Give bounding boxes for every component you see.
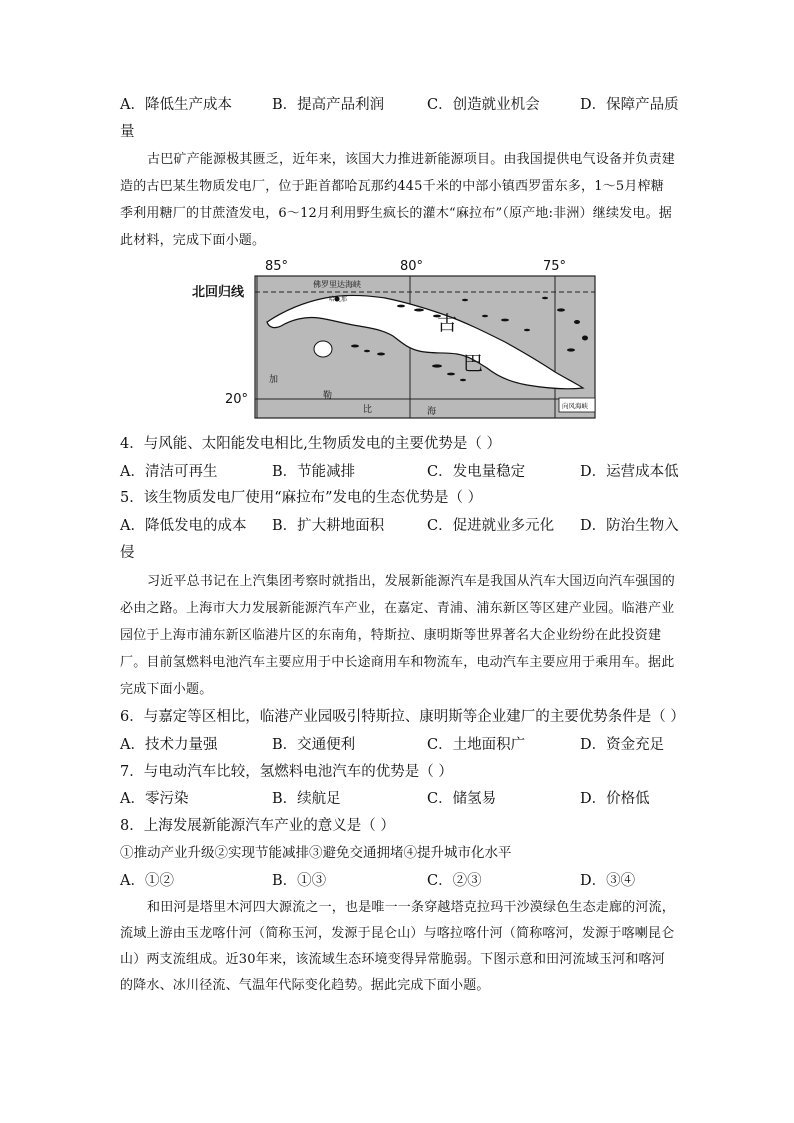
sea-char-3: 比 (363, 405, 373, 415)
passage-shanghai: 习近平总书记在上汽集团考察时就指出，发展新能源汽车是我国从汽车大国迈向汽车强国的必由之路。上海市大力发展新能源汽车产业，在嘉定、青浦、浦东新区等区建产业园。临港产业园位于上海市浦东新区临港片区的东南角，特斯拉、康明斯等世界著名大企业纷纷在此投资建厂。目前氢燃料电池汽车主要应用于中长途商用车和物流车，电动汽车主要应用于乘用车。据此完成下面小题。 (120, 574, 676, 697)
q5-option-b: B．扩大耕地面积 (272, 518, 385, 534)
q3-option-c: C．创造就业机会 (427, 97, 540, 113)
q6-stem: 6．与嘉定等区相比，临港产业园吸引特斯拉、康明斯等企业建厂的主要优势条件是（ ） (120, 709, 685, 725)
q6-option-a: A．技术力量强 (120, 737, 218, 753)
q8-option-b: B．①③ (272, 873, 327, 889)
city-label: 哈瓦那 (329, 296, 348, 303)
sea-char-2: 勒 (323, 391, 333, 401)
strait-label: 佛罗里达海峡 (313, 280, 361, 289)
sea-char-4: 海 (427, 407, 437, 417)
lat-label-20: 20° (225, 392, 249, 407)
country-char-1: 古 (437, 311, 457, 335)
country-char-2: 巴 (463, 351, 483, 375)
lon-label-75: 75° (543, 259, 567, 274)
q5-option-d: D．防治生物入 (580, 518, 679, 534)
q7-option-d: D．价格低 (580, 791, 650, 807)
q6-option-b: B．交通便利 (272, 737, 356, 753)
q8-option-c: C．②③ (427, 873, 482, 889)
q7-option-c: C．储氢易 (427, 791, 497, 807)
q6-option-d: D．资金充足 (580, 737, 665, 753)
q7-stem: 7．与电动汽车比较，氢燃料电池汽车的优势是（ ） (120, 764, 453, 780)
q3-option-d: D．保障产品质 (580, 97, 679, 113)
passage-hotan-river: 和田河是塔里木河四大源流之一，也是唯一一条穿越塔克拉玛干沙漠绿色生态走廊的河流，流域上游由玉龙喀什河（简称玉河，发源于昆仑山）与喀拉喀什河（简称喀河，发源于喀喇昆仑山）两支流组成。近30年来，该流域生态环境变得异常脆弱。下图示意和田河流域玉河和喀河的降水、冰川径流、气温年代际变化趋势。据此完成下面小题。 (120, 900, 676, 993)
q4-option-d: D．运营成本低 (580, 464, 679, 480)
isla-juventud (314, 341, 332, 357)
lon-label-80: 80° (400, 259, 424, 274)
q5-option-c: C．促进就业多元化 (427, 518, 555, 534)
q7-option-b: B．续航足 (272, 791, 341, 807)
q6-option-c: C．土地面积广 (427, 737, 526, 753)
q5-option-a: A．降低发电的成本 (120, 518, 247, 534)
q8-option-a: A．①② (120, 873, 174, 889)
q4-option-c: C．发电量稳定 (427, 464, 526, 480)
q7-option-a: A．零污染 (120, 791, 189, 807)
passage-cuba: 古巴矿产能源极其匮乏，近年来，该国大力推进新能源项目。由我国提供电气设备并负责建造的古巴某生物质发电厂，位于距首都哈瓦那约445千米的中部小镇西罗雷东多，1～5月榨糖季利用糖厂的甘蔗渣发电，6～12月利用野生疯长的灌木“麻拉布”（原产地:非洲）继续发电。据此材料，完成下面小题。 (120, 152, 676, 248)
q8-items: ①推动产业升级②实现节能减排③避免交通拥堵④提升城市化水平 (120, 845, 512, 861)
q8-stem: 8．上海发展新能源汽车产业的意义是（ ） (120, 818, 395, 834)
q4-option-a: A．清洁可再生 (120, 464, 218, 480)
q4-stem: 4．与风能、太阳能发电相比,生物质发电的主要优势是（ ） (120, 436, 501, 452)
lon-label-85: 85° (265, 259, 289, 274)
q3-option-a: A．降低生产成本 (120, 97, 232, 113)
cuba-map (192, 258, 599, 418)
q5-stem: 5．该生物质发电厂使用“麻拉布”发电的生态优势是（ ） (120, 490, 483, 506)
q3-option-b: B．提高产品利润 (272, 97, 385, 113)
q5-option-d-continued: 侵 (120, 545, 135, 561)
sea-char-1: 加 (269, 375, 279, 385)
q4-option-b: B．节能减排 (272, 464, 356, 480)
tropic-label: 北回归线 (192, 285, 245, 300)
q8-option-d: D．③④ (580, 873, 636, 889)
windward-label: 向风海峡 (562, 402, 588, 410)
q3-option-d-continued: 量 (120, 124, 135, 140)
